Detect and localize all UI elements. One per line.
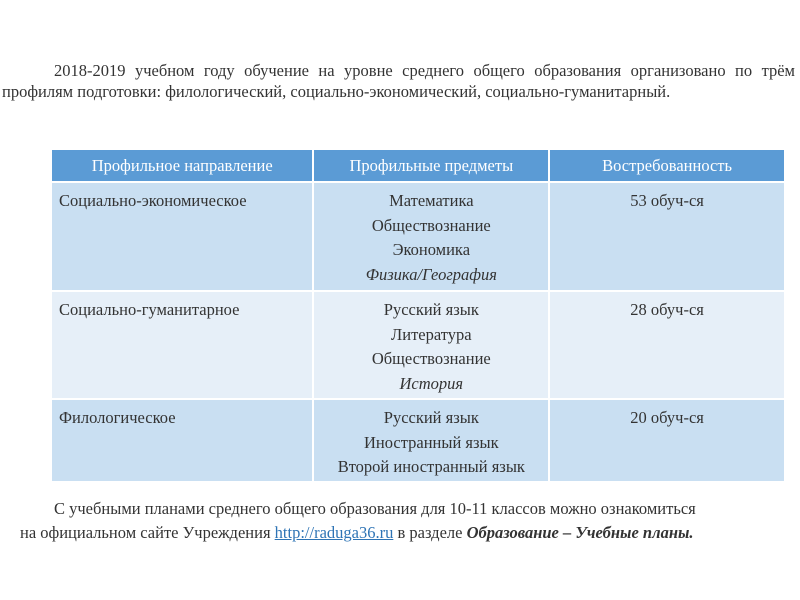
profiles-table xyxy=(52,150,784,481)
demand-cell: 20 обуч-ся xyxy=(549,399,784,481)
subjects-cell xyxy=(313,182,549,291)
demand-cell: 53 обуч-ся xyxy=(549,182,784,291)
table-row xyxy=(52,399,784,481)
subject-item: Литература xyxy=(391,324,472,344)
direction-cell: Социально-гуманитарное xyxy=(52,291,313,399)
subject-item: Экономика xyxy=(392,240,471,259)
outro-paragraph xyxy=(20,497,796,545)
table-row xyxy=(52,291,784,399)
school-website-link[interactable]: http://raduga36.ru xyxy=(274,523,394,542)
header-subjects: Профильные предметы xyxy=(313,150,549,182)
elective-subject: Физика/География xyxy=(365,264,497,284)
header-demand: Востребованность xyxy=(549,150,784,182)
subjects-cell xyxy=(313,399,549,481)
subject-item: Русский язык xyxy=(383,408,479,427)
outro-prefix: на официальном сайте Учреждения xyxy=(20,523,275,542)
outro-middle: в разделе xyxy=(393,523,467,542)
section-name: Образование – Учебные планы. xyxy=(466,523,694,542)
header-direction: Профильное направление xyxy=(52,150,313,182)
subject-item: Второй иностранный язык xyxy=(337,457,525,476)
outro-line-2 xyxy=(20,521,796,545)
outro-line-1: С учебными планами среднего общего образования для 10-11 классов можно ознакомиться xyxy=(54,499,696,518)
subject-item: Русский язык xyxy=(383,300,479,319)
table-row xyxy=(52,182,784,291)
subject-item: Математика xyxy=(389,191,474,210)
subject-item: Обществознание xyxy=(371,215,491,235)
subject-item: Иностранный язык xyxy=(363,432,499,452)
subjects-cell xyxy=(313,291,549,399)
subject-item: Обществознание xyxy=(371,349,491,368)
intro-paragraph: 2018-2019 учебном году обучение на уровне среднего общего образования организовано по трём профилям подготовки: филологический, социально-экономический, социально-гуманитарный. xyxy=(2,61,795,101)
elective-subject: История xyxy=(399,373,464,393)
demand-cell: 28 обуч-ся xyxy=(549,291,784,399)
direction-cell: Социально-экономическое xyxy=(52,182,313,291)
table-header-row xyxy=(52,150,784,182)
direction-cell: Филологическое xyxy=(52,399,313,481)
